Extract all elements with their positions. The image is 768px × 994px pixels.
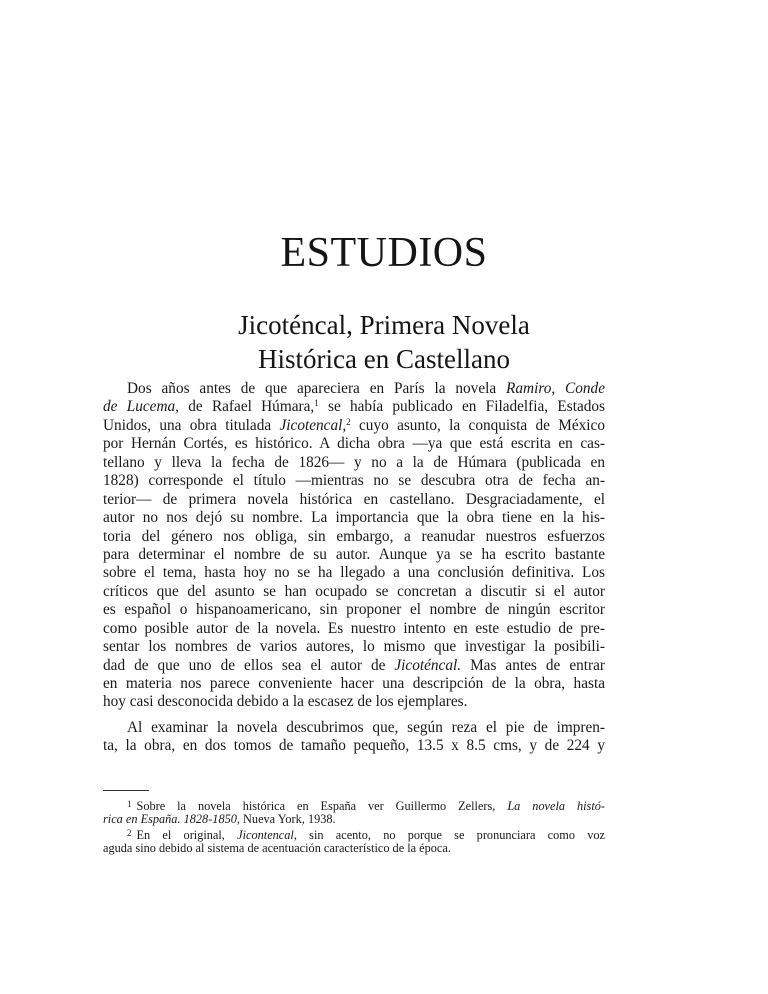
footnote-number: 1 <box>127 799 132 809</box>
text-line: de Lucema, de Rafael Húmara,$^1$ se había publicado en Filadelfia, Estados <box>103 398 605 416</box>
footnote <box>103 826 605 855</box>
article-body <box>103 380 605 756</box>
text-line: terior— de primera novela histórica en castellano. Desgraciadamente, el <box>103 490 605 508</box>
text-line: Al examinar la novela descubrimos que, según reza el pie de impren- <box>127 718 605 736</box>
text-line: hoy casi desconocida debido a la escasez de los ejemplares. <box>103 693 468 711</box>
italic-title: Jicoténcal. <box>394 656 462 674</box>
article-title-line-1: Jicoténcal, Primera Novela <box>238 310 530 340</box>
text-line: toria del género nos obliga, sin embargo, a reanudar nuestros esfuerzos <box>103 527 605 545</box>
footnote-line: rica en España. 1828-1850, Nueva York, 1938. <box>103 811 336 826</box>
text-line: Dos años antes de que apareciera en París la novela Ramiro, Conde <box>127 380 605 397</box>
text-line: Unidos, una obra titulada Jicotencal,$^2$ cuyo asunto, la conquista de México <box>103 416 605 434</box>
footnote-line: aguda sino debido al sistema de acentuación característico de la época. <box>103 840 451 855</box>
text-line: ta, la obra, en dos tomos de tamaño pequeño, 13.5 x 8.5 cms, y de 224 y <box>103 737 605 755</box>
text-line: para determinar el nombre de su autor. Aunque ya se ha escrito bastante <box>103 545 605 563</box>
footnote-line: $^1$ Sobre la novela histórica en España ver Guillermo Zellers, La novela histó- <box>127 799 605 813</box>
text-line: críticos que del asunto se han ocupado se concretan a discutir si el autor <box>103 582 605 600</box>
italic-title: La novela histó- <box>507 799 605 813</box>
footnote-line: $^2$ En el original, Jicontencal, sin acento, no porque se pronunciara como voz <box>127 828 605 842</box>
italic-title: Ramiro, Conde <box>506 380 605 397</box>
footnote-number: 2 <box>127 828 132 838</box>
article-title-line-2: Histórica en Castellano <box>258 344 510 374</box>
italic-title: Jicontencal, <box>237 828 297 842</box>
text-line: en materia nos parece conveniente hacer una descripción de la obra, hasta <box>103 675 605 692</box>
italic-title: de Lucema, <box>103 398 179 416</box>
footnote-reference: 1 <box>314 398 319 409</box>
italic-title: Jicotencal, <box>279 416 347 434</box>
article-title <box>0 308 768 376</box>
paragraph <box>103 719 605 756</box>
footnote-reference: 2 <box>346 416 351 427</box>
text-line: sobre el tema, hasta hoy no se ha llegado a una conclusión definitiva. Los <box>103 564 605 582</box>
text-line: dad de que uno de ellos sea el autor de Jicoténcal. Mas antes de entrar <box>103 656 605 674</box>
text-line: es español o hispanoamericano, sin proponer el nombre de ningún escritor <box>103 601 605 619</box>
text-line: 1828) corresponde el título —mientras no se descubra otra de fecha an- <box>103 472 605 490</box>
text-line: como posible autor de la novela. Es nuestro intento en este estudio de pre- <box>103 619 605 637</box>
text-line: tellano y lleva la fecha de 1826— y no a la de Húmara (publicada en <box>103 453 605 471</box>
italic-title: rica en España. 1828-1850, <box>103 811 240 826</box>
text-line: por Hernán Cortés, es histórico. A dicha obra —ya que está escrita en cas- <box>103 435 605 453</box>
section-title: ESTUDIOS <box>280 230 488 276</box>
footnote-divider <box>103 790 149 791</box>
footnote <box>103 797 605 826</box>
text-line: sentar los nombres de varios autores, lo mismo que investigar la posibili- <box>103 638 605 656</box>
footnotes <box>103 797 605 855</box>
text-line: autor no nos dejó su nombre. La importancia que la obra tiene en la his- <box>103 509 605 527</box>
paragraph <box>103 380 605 712</box>
